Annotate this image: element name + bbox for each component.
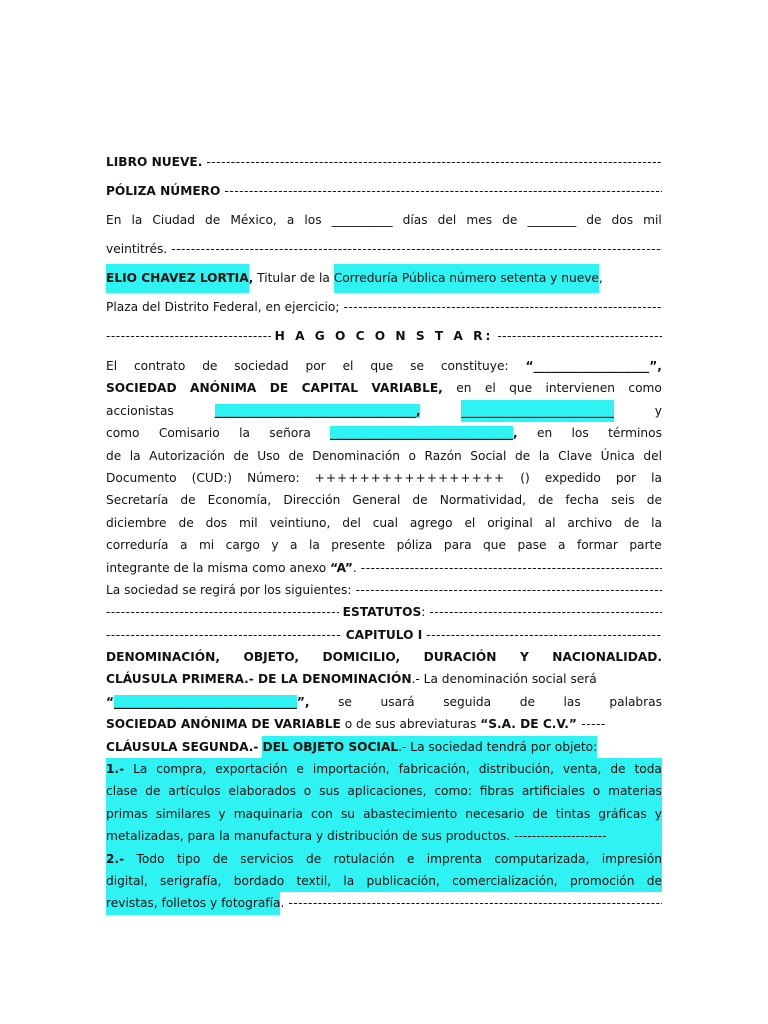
word: y — [654, 403, 662, 418]
word: a — [558, 538, 566, 553]
body-line-7 — [106, 489, 662, 511]
text: La sociedad se regirá por los siguientes: — [106, 582, 352, 597]
punct: . — [280, 896, 285, 911]
text: o de sus abreviaturas — [340, 717, 481, 732]
word: OBJETO, — [243, 650, 299, 665]
commissioner-blank: ______________________________ — [330, 426, 513, 441]
estatutos-heading: ESTATUTOS — [342, 605, 422, 620]
word: maquinaria — [233, 806, 303, 821]
text: metalizadas, para la manufactura y distribución de sus productos. --------------------- — [106, 829, 607, 844]
word: de — [178, 515, 194, 530]
word: expedido — [544, 470, 601, 485]
line-year — [106, 235, 662, 264]
item-number: 2.- — [106, 851, 125, 866]
word: de — [538, 493, 554, 508]
word: contrato — [133, 358, 186, 373]
word: de — [586, 213, 602, 227]
word: tintas — [555, 806, 591, 821]
word: al — [544, 515, 556, 530]
word: fabricación, — [398, 762, 470, 777]
correduria-name: Correduría Pública número setenta y nueve — [334, 264, 599, 293]
blank-month: ________ — [527, 213, 577, 227]
word: correduría — [106, 538, 169, 553]
line-poliza — [106, 177, 662, 206]
word: dos — [205, 515, 228, 530]
word: intervienen — [545, 381, 615, 396]
word: tipo — [176, 851, 201, 866]
clause-1-line-3 — [106, 713, 662, 735]
word: que — [370, 358, 394, 373]
year-text: veintitrés. — [106, 242, 168, 256]
word: DENOMINACIÓN, — [106, 650, 220, 665]
chapter-heading: CAPITULO I — [345, 627, 423, 642]
word: Denominación — [312, 448, 401, 463]
word: aplicaciones, — [347, 784, 427, 799]
word: similares — [155, 806, 211, 821]
shareholder-1-blank: _________________________________ — [214, 403, 416, 418]
word: de — [145, 784, 161, 799]
company-type: SOCIEDAD ANÓNIMA DE VARIABLE — [106, 717, 341, 732]
word: archivo — [567, 515, 613, 530]
word: mi — [198, 538, 215, 553]
word: seis — [611, 493, 635, 508]
punct: , — [415, 403, 421, 418]
word: parte — [629, 538, 662, 553]
word: impresión — [601, 851, 662, 866]
word: Autorización — [149, 448, 225, 463]
word: su — [340, 806, 356, 821]
word: servicios — [240, 851, 294, 866]
line-notary — [106, 264, 662, 293]
object-item-2-line-1 — [106, 848, 662, 870]
word: el — [342, 358, 354, 373]
clause-2-line-1 — [106, 736, 662, 758]
clause-1-heading: CLÁUSULA PRIMERA.- DE LA DENOMINACIÓN — [106, 672, 412, 687]
word: fibras — [479, 784, 514, 799]
word: como: — [434, 784, 472, 799]
dash-filler — [106, 322, 271, 351]
word: sociedad — [234, 358, 289, 373]
item-number: 1.- — [106, 762, 125, 777]
word: artículos — [168, 784, 221, 799]
dash-filler — [106, 601, 339, 623]
word: la — [129, 448, 141, 463]
word: exportación — [215, 762, 288, 777]
word: CAPITAL — [301, 381, 358, 396]
word: importación, — [312, 762, 390, 777]
word: Comisario — [158, 426, 220, 441]
word: o — [408, 448, 416, 463]
word: gráficas — [598, 806, 647, 821]
word: de — [233, 448, 249, 463]
word: México, — [230, 213, 277, 227]
word: la — [651, 515, 662, 530]
word: de — [646, 493, 662, 508]
word: que — [483, 538, 506, 553]
book-label: LIBRO NUEVE. — [106, 155, 203, 169]
word: comercialización, — [452, 873, 558, 888]
dash-filler — [206, 148, 662, 177]
dash-filler — [106, 624, 342, 646]
notary-name: ELIO CHAVEZ LORTIA — [106, 264, 249, 293]
word: sus — [319, 784, 340, 799]
text: Titular de la — [253, 271, 334, 285]
word: de — [288, 448, 304, 463]
word: de — [306, 851, 322, 866]
object-item-1-line-2 — [106, 780, 662, 802]
word: a — [286, 213, 295, 227]
text: .- La denominación social será — [411, 672, 597, 687]
object-item-1-line-4 — [106, 825, 662, 847]
word: que — [509, 381, 533, 396]
word: de — [180, 493, 196, 508]
word: Secretaría — [106, 493, 169, 508]
word: bordado — [233, 873, 285, 888]
word: la — [343, 873, 355, 888]
word: En — [106, 213, 122, 227]
body-line-2 — [106, 377, 662, 399]
dash-filler — [288, 892, 662, 914]
word: de — [412, 493, 428, 508]
word: las — [563, 694, 581, 709]
body-line-1 — [106, 355, 662, 377]
word: Número: — [247, 470, 300, 485]
word: agrego — [409, 515, 453, 530]
word: mes — [466, 213, 493, 227]
word: de — [502, 213, 518, 227]
word: en — [536, 426, 553, 441]
word: digital, — [106, 873, 148, 888]
punct: . — [352, 560, 357, 575]
object-label: DEL OBJETO SOCIAL — [262, 739, 399, 754]
word: Razón — [424, 448, 462, 463]
word: VARIABLE, — [371, 381, 443, 396]
dash-filler — [171, 235, 662, 264]
word: DOMICILIO, — [322, 650, 401, 665]
word: póliza — [396, 538, 433, 553]
word: la — [239, 426, 250, 441]
word: Documento — [106, 470, 177, 485]
word: necesario — [465, 806, 525, 821]
word: DURACIÓN — [423, 650, 497, 665]
word: el — [464, 515, 476, 530]
word: DE — [269, 381, 289, 396]
word: primas — [106, 806, 148, 821]
dash-filler — [224, 177, 662, 206]
clause-2-heading: CLÁUSULA SEGUNDA.- — [106, 739, 259, 754]
dash-filler — [497, 322, 662, 351]
dash-filler — [426, 624, 662, 646]
body-line-11 — [106, 579, 662, 601]
word: original — [487, 515, 533, 530]
blank-days: __________ — [331, 213, 393, 227]
word: textil, — [296, 873, 332, 888]
word: o — [592, 784, 601, 799]
word: de — [646, 873, 662, 888]
word: con — [311, 806, 333, 821]
word: Clave — [558, 448, 593, 463]
word: artificiales — [521, 784, 585, 799]
word: ANÓNIMA — [190, 381, 257, 396]
word: de — [519, 694, 535, 709]
hago-constar-heading: H A G O C O N S T A R: — [274, 329, 494, 343]
word: materias — [608, 784, 662, 799]
word: Dirección — [283, 493, 341, 508]
line-capitulo — [106, 624, 662, 646]
line-ciudad — [106, 206, 662, 235]
body-line-5 — [106, 445, 662, 467]
word: publicación, — [366, 873, 440, 888]
word: de — [610, 762, 626, 777]
annex-label: “A” — [330, 560, 353, 575]
punct: : — [421, 605, 426, 620]
word: en — [456, 381, 472, 396]
word: señora — [269, 426, 311, 441]
word: diciembre — [106, 515, 167, 530]
word: promoción — [569, 873, 635, 888]
word: fecha — [565, 493, 600, 508]
word: Normatividad, — [439, 493, 526, 508]
word: de — [514, 448, 531, 463]
word: a — [290, 538, 298, 553]
word: la — [651, 470, 662, 485]
word: mil — [643, 213, 662, 227]
word: pase — [517, 538, 547, 553]
body-line-6 — [106, 467, 662, 489]
text: revistas, folletos y fotografía — [106, 892, 280, 914]
word: Y — [519, 650, 529, 665]
word: de — [106, 448, 122, 463]
word: imprenta — [426, 851, 482, 866]
word: como — [106, 426, 140, 441]
dash-filler — [344, 293, 663, 322]
dash-filler — [429, 601, 662, 623]
word: seguida — [443, 694, 492, 709]
text: .- La sociedad tendrá por objeto: — [398, 739, 598, 754]
word: de — [532, 806, 548, 821]
word: e — [406, 851, 415, 866]
object-item-1-line-3 — [106, 803, 662, 825]
word: del — [437, 213, 457, 227]
object-item-2-line-3 — [106, 892, 662, 914]
word: la — [308, 538, 320, 553]
word: NACIONALIDAD. — [552, 650, 662, 665]
word: días — [402, 213, 428, 227]
punct: , — [512, 426, 518, 441]
word: mil — [239, 515, 258, 530]
punct: “ — [106, 694, 115, 709]
line-hago-constar — [106, 322, 662, 351]
body-line-9 — [106, 534, 662, 556]
word: toda — [634, 762, 662, 777]
policy-document — [106, 148, 662, 915]
word: formar — [576, 538, 618, 553]
word: La — [133, 762, 148, 777]
word: veintiuno, — [269, 515, 331, 530]
word: el — [484, 381, 496, 396]
word: se — [410, 358, 424, 373]
word: y — [654, 806, 662, 821]
clause-1-line-2 — [106, 691, 662, 713]
word: Social — [470, 448, 507, 463]
word: del — [643, 448, 662, 463]
shareholder-2-blank: _________________________ — [461, 400, 613, 422]
word: rotulación — [333, 851, 395, 866]
word: dos — [611, 213, 634, 227]
text: Plaza del Distrito Federal, en ejercicio; — [106, 300, 340, 314]
word: () — [520, 470, 530, 485]
word: SOCIEDAD — [106, 381, 177, 396]
word: los — [304, 213, 322, 227]
word: distribución, — [478, 762, 554, 777]
word: Uso — [257, 448, 280, 463]
word: presente — [331, 538, 386, 553]
word: o — [303, 784, 312, 799]
line-libro — [106, 148, 662, 177]
word: por — [615, 470, 637, 485]
word: los — [571, 426, 589, 441]
word: cargo — [225, 538, 260, 553]
chapter-title-line — [106, 646, 662, 668]
dash-filler — [361, 557, 662, 579]
body-line-3 — [106, 400, 662, 422]
word: usará — [380, 694, 415, 709]
word: clase — [106, 784, 138, 799]
abbreviation: “S.A. DE C.V.” — [480, 717, 577, 732]
word: y — [218, 806, 226, 821]
word: e — [296, 762, 304, 777]
word: abastecimiento — [363, 806, 458, 821]
word: de — [205, 213, 221, 227]
word: la — [131, 213, 143, 227]
line-estatutos — [106, 601, 662, 623]
word: constituye: — [440, 358, 509, 373]
word: de — [202, 358, 218, 373]
punct: , — [598, 271, 603, 285]
word: por — [305, 358, 326, 373]
word: Economía, — [207, 493, 272, 508]
dash-filler — [355, 579, 662, 601]
word: palabras — [609, 694, 662, 709]
word: y — [271, 538, 279, 553]
body-line-10 — [106, 557, 662, 579]
word: a — [180, 538, 188, 553]
word: se — [338, 694, 352, 709]
word: cual — [372, 515, 399, 530]
word: de — [212, 851, 228, 866]
word: Ciudad — [152, 213, 195, 227]
word: (CUD:) — [191, 470, 233, 485]
policy-number-label: PÓLIZA NÚMERO — [106, 184, 221, 198]
word: General — [352, 493, 401, 508]
object-item-2-line-2 — [106, 870, 662, 892]
punct: , — [248, 271, 254, 285]
word: de — [624, 515, 640, 530]
company-name-blank: ______________________________ — [114, 694, 297, 709]
word: compra, — [156, 762, 207, 777]
word: del — [342, 515, 361, 530]
word: la — [538, 448, 550, 463]
word: El — [106, 358, 118, 373]
body-line-4 — [106, 422, 662, 444]
word: términos — [608, 426, 662, 441]
word: para — [443, 538, 472, 553]
clause-1-line-1 — [106, 668, 662, 690]
word: accionistas — [106, 403, 174, 418]
word: como — [628, 381, 662, 396]
body-line-8 — [106, 512, 662, 534]
word: elaborados — [228, 784, 296, 799]
punct: ”, — [296, 694, 310, 709]
word: computarizada, — [494, 851, 590, 866]
word: Única — [600, 448, 635, 463]
line-plaza — [106, 293, 662, 322]
company-name-blank: “___________________”, — [525, 358, 662, 373]
word: venta, — [562, 762, 602, 777]
dash-text: ----- — [576, 717, 606, 732]
word: Todo — [136, 851, 165, 866]
word: serigrafía, — [160, 873, 222, 888]
cud-number-blank: +++++++++++++++++ — [314, 470, 506, 485]
object-item-1-line-1 — [106, 758, 662, 780]
text: integrante de la misma como anexo — [106, 560, 331, 575]
